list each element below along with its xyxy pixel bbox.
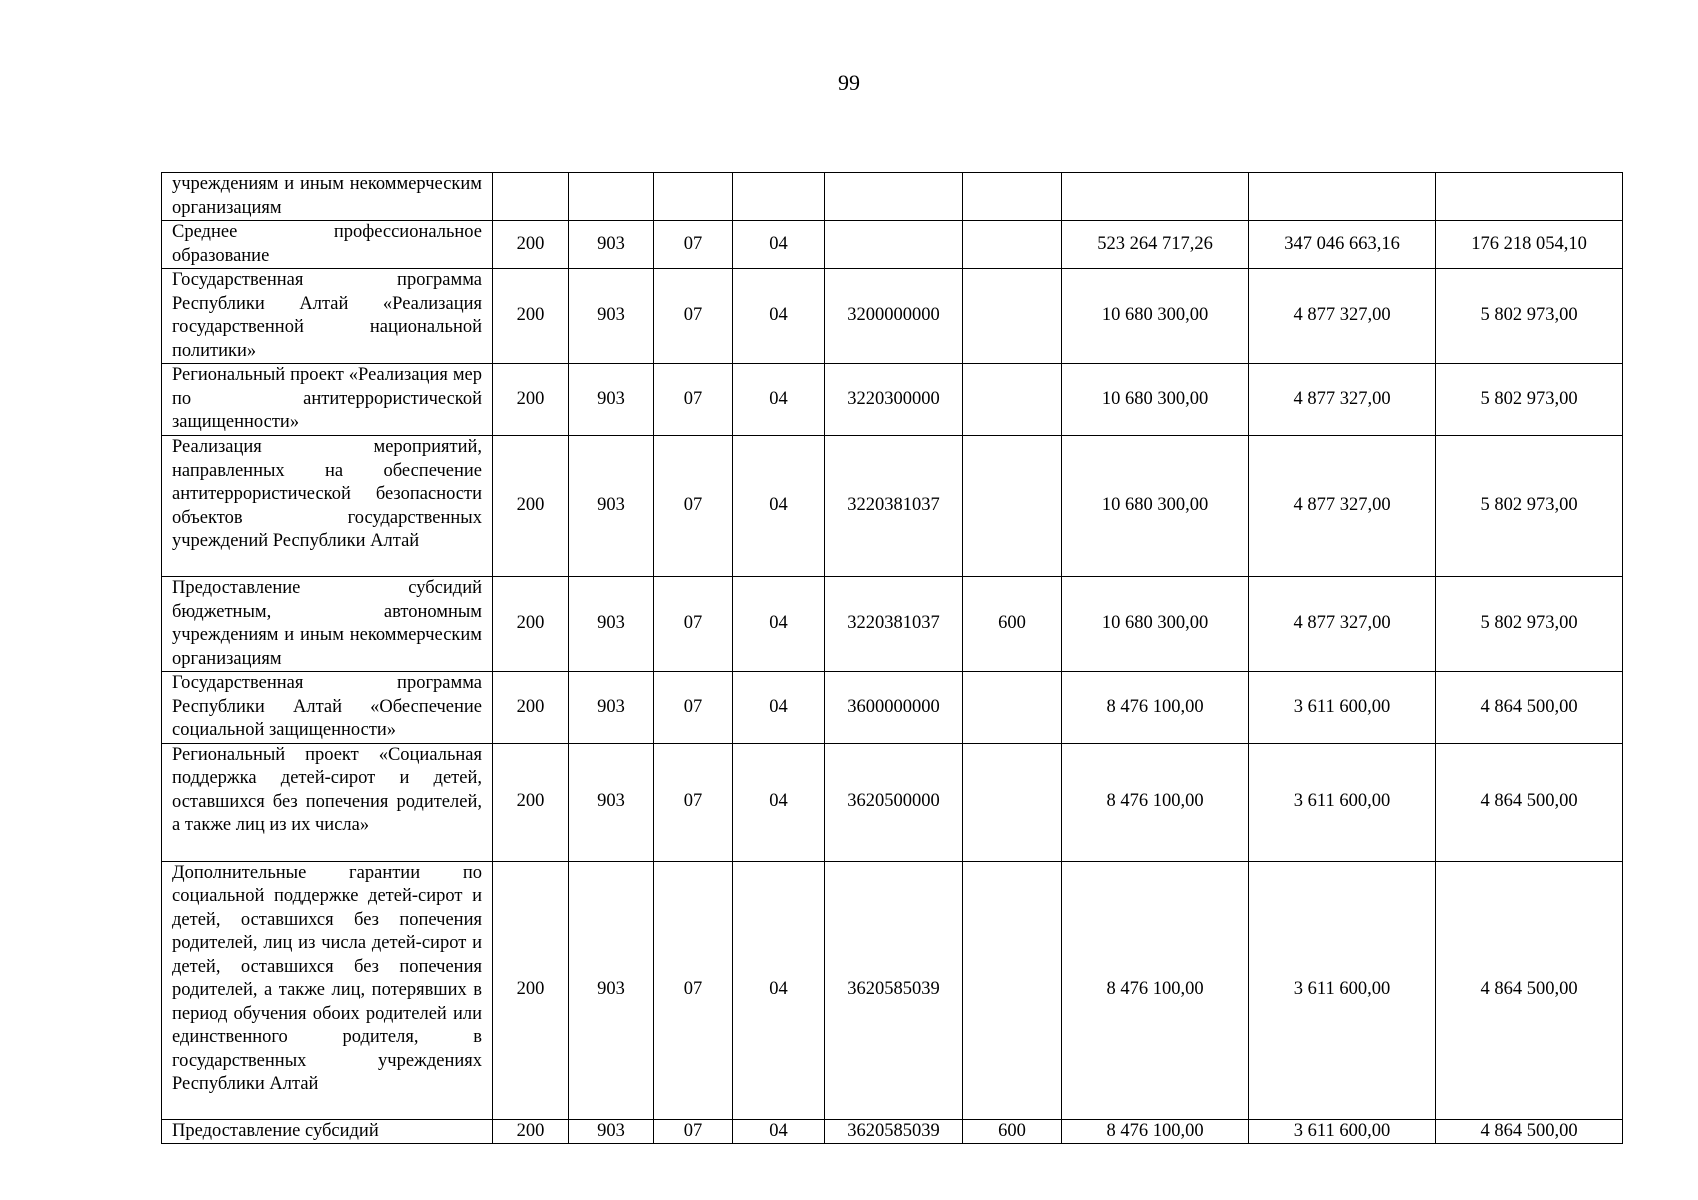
cell-amount-1: 10 680 300,00 [1062, 577, 1249, 672]
cell-section: 07 [654, 1119, 733, 1144]
cell-admin: 200 [493, 269, 569, 364]
row-name: Среднее профессиональное образование [162, 221, 493, 269]
cell-subsection: 04 [733, 861, 825, 1119]
cell-amount-2: 3 611 600,00 [1249, 861, 1436, 1119]
row-name: Реализация мероприятий, направленных на обеспечение антитеррористической безопасности объектов государственных учреждений Республики Алтай [162, 436, 493, 577]
cell-target-article: 3600000000 [825, 672, 963, 744]
cell-amount-2: 3 611 600,00 [1249, 743, 1436, 861]
cell-amount-1: 10 680 300,00 [1062, 269, 1249, 364]
cell-admin: 200 [493, 672, 569, 744]
cell-amount-1: 8 476 100,00 [1062, 1119, 1249, 1144]
row-name: Предоставление субсидий бюджетным, автономным учреждениям и иным некоммерческим организациям [162, 577, 493, 672]
table-row [162, 743, 1623, 861]
cell-target-article: 3220381037 [825, 436, 963, 577]
cell-amount-3: 4 864 500,00 [1436, 672, 1623, 744]
cell-admin: 200 [493, 436, 569, 577]
cell-expense-type [963, 269, 1062, 364]
table-body [162, 173, 1623, 1144]
cell-target-article [825, 173, 963, 221]
page-number: 99 [838, 70, 860, 95]
cell-grbs: 903 [569, 743, 654, 861]
cell-subsection [733, 173, 825, 221]
cell-amount-1: 8 476 100,00 [1062, 861, 1249, 1119]
cell-grbs: 903 [569, 577, 654, 672]
cell-amount-2: 4 877 327,00 [1249, 364, 1436, 436]
cell-target-article: 3620585039 [825, 1119, 963, 1144]
cell-expense-type [963, 743, 1062, 861]
cell-section: 07 [654, 364, 733, 436]
cell-amount-3: 4 864 500,00 [1436, 1119, 1623, 1144]
cell-expense-type [963, 861, 1062, 1119]
cell-amount-2: 4 877 327,00 [1249, 436, 1436, 577]
table-row [162, 577, 1623, 672]
table-row [162, 269, 1623, 364]
cell-amount-3: 5 802 973,00 [1436, 269, 1623, 364]
cell-amount-2: 3 611 600,00 [1249, 672, 1436, 744]
cell-section: 07 [654, 221, 733, 269]
cell-amount-3: 176 218 054,10 [1436, 221, 1623, 269]
row-name: Региональный проект «Реализация мер по антитеррористической защищенности» [162, 364, 493, 436]
row-name: Государственная программа Республики Алтай «Реализация государственной национальной политики» [162, 269, 493, 364]
cell-target-article: 3620585039 [825, 861, 963, 1119]
cell-section: 07 [654, 861, 733, 1119]
table-row [162, 173, 1623, 221]
cell-expense-type: 600 [963, 577, 1062, 672]
cell-amount-3: 5 802 973,00 [1436, 436, 1623, 577]
cell-admin: 200 [493, 364, 569, 436]
table-row [162, 861, 1623, 1119]
cell-target-article: 3620500000 [825, 743, 963, 861]
cell-subsection: 04 [733, 436, 825, 577]
cell-target-article: 3220381037 [825, 577, 963, 672]
cell-grbs [569, 173, 654, 221]
cell-grbs: 903 [569, 1119, 654, 1144]
cell-amount-3: 5 802 973,00 [1436, 577, 1623, 672]
row-name: учреждениям и иным некоммерческим организациям [162, 173, 493, 221]
row-name: Государственная программа Республики Алтай «Обеспечение социальной защищенности» [162, 672, 493, 744]
table-row [162, 364, 1623, 436]
table-row [162, 1119, 1623, 1144]
row-name: Предоставление субсидий [162, 1119, 493, 1144]
cell-admin [493, 173, 569, 221]
cell-admin: 200 [493, 577, 569, 672]
cell-section: 07 [654, 269, 733, 364]
cell-grbs: 903 [569, 861, 654, 1119]
cell-expense-type: 600 [963, 1119, 1062, 1144]
cell-subsection: 04 [733, 1119, 825, 1144]
cell-grbs: 903 [569, 436, 654, 577]
cell-target-article [825, 221, 963, 269]
cell-target-article: 3200000000 [825, 269, 963, 364]
cell-subsection: 04 [733, 364, 825, 436]
cell-amount-1: 8 476 100,00 [1062, 743, 1249, 861]
cell-grbs: 903 [569, 364, 654, 436]
cell-amount-2: 4 877 327,00 [1249, 577, 1436, 672]
cell-subsection: 04 [733, 672, 825, 744]
cell-amount-3: 4 864 500,00 [1436, 743, 1623, 861]
cell-amount-1: 10 680 300,00 [1062, 436, 1249, 577]
cell-amount-2: 3 611 600,00 [1249, 1119, 1436, 1144]
cell-expense-type [963, 221, 1062, 269]
cell-amount-2: 347 046 663,16 [1249, 221, 1436, 269]
cell-subsection: 04 [733, 743, 825, 861]
table-row [162, 672, 1623, 744]
cell-section: 07 [654, 743, 733, 861]
table-row [162, 436, 1623, 577]
cell-section: 07 [654, 672, 733, 744]
cell-expense-type [963, 436, 1062, 577]
cell-amount-3: 5 802 973,00 [1436, 364, 1623, 436]
cell-expense-type [963, 173, 1062, 221]
cell-expense-type [963, 672, 1062, 744]
cell-expense-type [963, 364, 1062, 436]
cell-amount-3 [1436, 173, 1623, 221]
cell-target-article: 3220300000 [825, 364, 963, 436]
table-row [162, 221, 1623, 269]
cell-amount-1: 10 680 300,00 [1062, 364, 1249, 436]
cell-subsection: 04 [733, 269, 825, 364]
budget-table [161, 172, 1623, 1144]
cell-admin: 200 [493, 743, 569, 861]
cell-section: 07 [654, 436, 733, 577]
cell-admin: 200 [493, 861, 569, 1119]
cell-admin: 200 [493, 1119, 569, 1144]
cell-grbs: 903 [569, 221, 654, 269]
cell-amount-3: 4 864 500,00 [1436, 861, 1623, 1119]
cell-amount-1: 523 264 717,26 [1062, 221, 1249, 269]
cell-section: 07 [654, 577, 733, 672]
cell-grbs: 903 [569, 269, 654, 364]
cell-amount-2 [1249, 173, 1436, 221]
cell-subsection: 04 [733, 221, 825, 269]
cell-amount-1: 8 476 100,00 [1062, 672, 1249, 744]
cell-amount-1 [1062, 173, 1249, 221]
cell-subsection: 04 [733, 577, 825, 672]
row-name: Региональный проект «Социальная поддержка детей-сирот и детей, оставшихся без попечения родителей, а также лиц из их числа» [162, 743, 493, 861]
cell-admin: 200 [493, 221, 569, 269]
cell-amount-2: 4 877 327,00 [1249, 269, 1436, 364]
cell-section [654, 173, 733, 221]
row-name: Дополнительные гарантии по социальной поддержке детей-сирот и детей, оставшихся без попечения родителей, лиц из числа детей-сирот и детей, оставшихся без попечения родителей, а также лиц, потерявших в период обучения обоих родителей или единственного родителя, в государственных учреждениях Республики Алтай [162, 861, 493, 1119]
cell-grbs: 903 [569, 672, 654, 744]
